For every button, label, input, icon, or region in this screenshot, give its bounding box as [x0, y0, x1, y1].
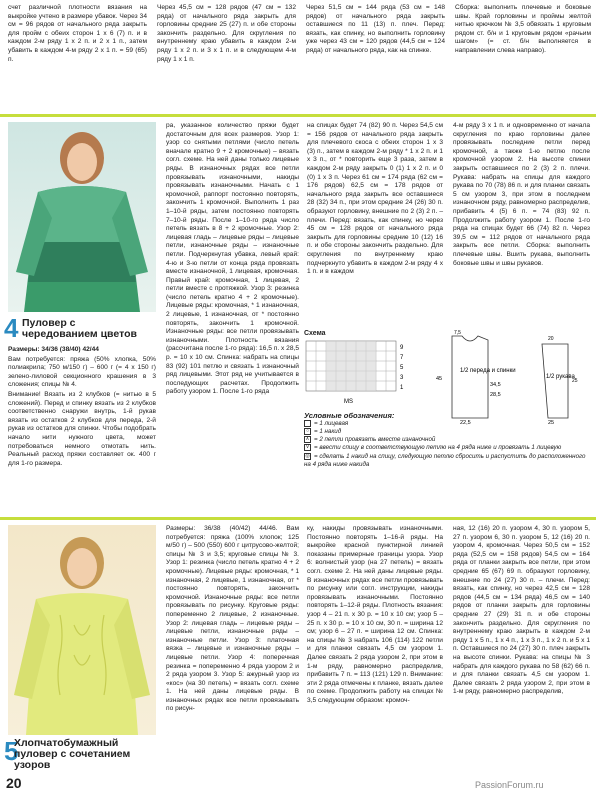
item4-materials: Размеры: 34/36 (38/40) 42/44 Вам потребуется: пряжа (50% хлопка, 50% полиакрила; 750 м/150 г) – 600 г (= 4 х 150 г) зелено-лиловой секционного крашения в 3 сложения; спицы № 4. Внимание! Вязать из 2 клубков (= нитью в 5 сложений). Перед и спинку вязать из 2 клубков соответственно снаружи внутрь, 1-й рукав вязать из остатков 2 клубков для переда, 2-й рукав из остатков для спинки. Чтобы подобрать начало нити нужного цвета, может потребоваться немного отмотать нить. Реальный расход пряжи составляет ок. 400 г для 1-го размера.: [8, 346, 156, 467]
item4-text-col-3: на спицах будет 74 (82) 90 п. Через 54,5 см = 156 рядов от начального ряда закрыть для плечевого скоса с обеих сторон 1 х 3 (3) п., затем в каждом 2-м ряду * 1 х 2 п. и 1 х 3 п., от * повторить еще 3 раза, затем в каждом 2-м ряду закрыть 0 (1) 1 х 2 п. и 0 (0) 1 х 3 п. Через 61 см = 174 ряда (62 см = 176 рядов) 62,5 см = 178 рядов от начального ряда закрыть все оставшиеся 28 (32) 34 п., при этом средние 24 (26) 30 п. образуют горловину, внешние по 2 (3) 2 п. – плечи. Перед: вязать, как спинку, но через 45 см = 128 рядов от начального ряда закрыть для горловины средние 10 (12) 16 п. и обе стороны закончить раздельно. Для скругления по внутреннему краю подчеркнуто убавить в каждом 2-м ряду 4 х 1 п. и в каждом: [307, 122, 443, 276]
scheme-ms: MS: [344, 399, 353, 405]
top-text-col-4: Сборка: выполнить плечевые и боковые швы. Край горловины и проймы желтой нитью крючком № 3,5 обвязать 1 круговым рядом ст. б/н и 1 круговым рядом «рачьим шагом» (= ст. б/н выполняется в направлении слева направо).: [455, 4, 591, 54]
legend-item-knit: = 1 лицевая: [304, 420, 590, 428]
sleeve-top-label: 20: [548, 336, 554, 342]
sweater-photo-5: [8, 525, 156, 735]
scheme-grid: [304, 337, 424, 411]
sleeve-length-label: 25: [572, 378, 578, 384]
yarn-over-icon: ○: [305, 428, 310, 435]
front-back-piece: [452, 336, 488, 418]
watermark: PassionForum.ru: [475, 780, 544, 790]
scheme-row-7: 7: [400, 355, 404, 361]
drop-stitch-icon: ◎: [305, 452, 310, 459]
sleeve-width-label: 25: [548, 420, 555, 426]
legend-item-drop-knit: V = ввести спицу в соответствующую петлю на 4 ряда ниже и провязать 1 лицевую: [305, 444, 562, 452]
item4-text-col-4: 4-м ряду 3 х 1 п. и одновременно от начала скругления по краю горловины далее провязывать последние петли перед кромочной, а также 1-ю петлю после кромочной узором 2. На высоте спинки закрыть оставшиеся по 2 (3) 2 п. плечи. Рукава: набрать на спицы для каждого рукава по 70 (78) 86 п. и для планки связать 5 см узором 3, при этом в последнем изнаночном ряду, равномерно распределив, прибавить 4 (5) 6 п. = 74 (83) 92 п. Продолжить работу узором 1. После 1-го ряда на спицах будет 66 (74) 82 п. Через 39,5 см = 112 рядов от начального ряда закрыть все петли. Сборка: выполнить плечевые швы. Вшить рукава, выполнить боковые швы и швы рукавов.: [453, 122, 590, 267]
pattern-diagram: [430, 330, 590, 426]
item5-text-col-4: ная, 12 (16) 20 п. узором 4, 30 п. узором 5, 27 п. узором 6, 30 п. узором 5, 12 (16) 20 п. узором 4, кромочная. Через 50,5 см = 152 ряда (52,5 см = 158 рядов) 54,5 см = 164 ряда от планки закрыть все петли, при этом средние 65 (67) 69 п. образуют горловину, внешние по 24 (27) 30 п. – плечи. Перед: вязать, как спинку, но через 42,5 см = 128 рядов (44,5 см = 134 ряда) 46,5 см = 140 рядов от планки закрыть для горловины средние 27 (29) 31 п. и обе стороны закончить раздельно. Для скругления по внутреннему краю закрыть в каждом 2-м ряду 1 х 5 п., 1 х 4 п., 1 х 3 п., 1 х 2 п. и 5 х 1 п. Оставшиеся по 24 (27) 30 п. плеч закрыть на высоте спинки. Рукава: на спицы № 3 набрать для каждого рукава по 58 (62) 66 п. и для планки связать 4,5 см узором 1. Далее связать 2 ряда узором 2, при этом в 1-м ряду, равномерно распределив,: [453, 525, 590, 696]
scheme-row-5: 5: [400, 365, 404, 371]
item-title-5: Хлопчатобумажный пуловер с сочетанием узоров: [14, 737, 131, 771]
knit-symbol-icon: [304, 420, 311, 427]
legend-item-drop-stitch: ◎ = сделать 1 накид на спицу, следующую петлю сбросить и распустить до расположенного на 4 ряда ниже накида: [304, 452, 586, 468]
scheme-title: Схема: [304, 330, 326, 337]
top-text-col-1: счет различной плотности вязания на выкройке учтено в размере убавок. Через 34 см = 96 рядов от начального ряда закрыть для пройм с обеих сторон 1 х 6 (7) п. и в каждом 2-м ряду 1 х 2 п. и 2 х 1 п., затем убавить в каждом 4-м ряду 2 х 1 п. = 59 (65) п.: [8, 4, 147, 63]
item-title-4: Пуловер с чередованием цветов: [22, 317, 137, 340]
top-text-col-2: Через 45,5 см = 128 рядов (47 см = 132 ряда) от начального ряда закрыть для горловины средние 25 (27) п. и обе стороны закончить раздельно. Для скругления по внутреннему краю убавить в каждом 2-м ряду 1 х 2 п. и 3 х 1 п. и в следующем 4-м ряду 1 х 1 п.: [157, 4, 296, 63]
item4-text-col-2: ра, указанное количество пряжи будет достаточным для всех размеров. Узор 1: узор со снятыми петлями (число петель вначале кратно 9 + 2 кромочные) – вязать согл. схеме. На ней даны только лицевые ряды. В изнаночных рядах все петли провязывать изнаночными, накиды провязывать изнаночными. Начать с 1 кромочной, раппорт постоянно повторять, закончить 1 кромочной. Выполнить 1 раз 1–10-й ряды, затем постоянно повторять 7–10-й ряды. После 1–10-го ряда число петель вязать в 8 + 2 кромочные. Узор 2: лицевая гладь – лицевые ряды – лицевые петли, изнаночные ряды – изнаночные петли. Подчеркнутая убавка, левый край: 4-ю и 3-ю петли от конца ряда провязать вместе изнаночной, 1 лицевая, кромочная. Правый край: кромочная, 1 лицевая, 2 петли вместе с протяжкой. Узор 3: резинка (число петель кратно 4 + 2 кромочные). Лицевые ряды: кромочная, * 1 изнаночная, 2 лицевые, 1 изнаночная, от * постоянно повторять, закончить 1 кромочной. Изнаночные ряды: все петли провязывать изнаночными. Плотность вязания (рассчитана после 1-го ряда): 16,5 п. х 28,5 р. = 10 х 10 см. Спинка: набрать на спицы 83 (92) 101 петлю и связать 1 изнаночный ряд лицевыми. Этот ряд не учитывается в последующих расчетах. Продолжить работу узором 1. После 1-го ряда: [166, 122, 299, 396]
legend-item-p2tog: ∧ = 2 петли провязать вместе изнаночной: [305, 436, 436, 444]
width-label: 22,5: [460, 420, 471, 426]
scheme-row-9: 9: [400, 345, 404, 351]
legend-item-yo: ○ = 1 накид: [305, 428, 342, 436]
height-label: 45: [436, 376, 443, 382]
scheme-row-1: 1: [400, 385, 404, 391]
top-text-col-3: Через 51,5 см = 144 ряда (53 см = 148 рядов) от начального ряда закрыть оставшиеся по 11 (13) п. плеч. Перед: вязать, как спинку, но выполнить горловину уже через 43 см = 120 рядов (44,5 см = 124 ряда) от начального ряда, как на спинке.: [306, 4, 445, 54]
side-label: 34,5: [490, 382, 501, 388]
legend-title: Условные обозначения:: [304, 411, 395, 420]
purl-two-together-icon: ∧: [305, 436, 310, 443]
scheme-row-3: 3: [400, 375, 404, 381]
item5-text-col-3: ку, накиды провязывать изнаночными. Постоянно повторять 1–16-й ряды. На выкройке красной пунктирной линией показаны примерные границы узора. Узор 6: волнистый узор (на 27 петель) = вязать согл. схеме 2. На ней даны лицевые ряды. В изнаночных рядах все петли провязывать по рисунку или согл. инструкции, накиды провязывать изнаночными. Постоянно повторять 1–12-й ряды. Плотность вязания: узор 4 – 21 п. х 30 р. = 10 х 10 см; узор 5 – 25 п. х 30 р. = 10 х 10 см, 30 п. = ширина 12 см; узор 6 – 27 п. = ширина 12 см. Спинка: на спицы № 3 набрать 106 (114) 122 петли и для планки связать 4,5 см узором 1. Далее связать 2 ряда узором 2, при этом в 1-м ряду, равномерно распределив, прибавить 7 п. = 113 (121) 129 п. Внимание: эти 2 ряда отмечены к планке, вязать далее по схеме. Продолжить работу на спицах № 3,5 следующим образом: кромоч-: [307, 525, 443, 704]
neck-label: 7,5: [454, 330, 461, 336]
sleeve-piece: [542, 344, 568, 418]
page-number: 20: [6, 775, 22, 791]
item-number-4: 4: [4, 313, 19, 343]
section-divider: [0, 114, 596, 117]
item5-text-col-2: Размеры: 36/38 (40/42) 44/46. Вам потребуется: пряжа (100% хлопок; 125 м/50 г) – 500 (550) 600 г цитрусово-желтой; спицы № 3 и 3,5; круговые спицы № 3. Узор 1: резинка (число петель кратно 4 + 2 кромочные). Лицевые ряды: кромочная, * 1 изнаночная, 2 лицевые, 1 изнаночная, от * постоянно повторять, закончить кромочной. Изнаночные ряды: все петли провязывать по рисунку. Круговые ряды: попеременно 2 лицевые, 2 изнаночные. Узор 2: лицевая гладь – лицевые ряды – лицевые петли, изнаночные ряды – изнаночные петли. Узор 3: платочная вязка – лицевые и изнаночные ряды – лицевые петли. Узор 4: поперечная резинка = попеременно 4 ряда узором 2 и 2 ряда узором 3. Узор 5: ажурный узор из «кос» (на 30 петель) = вязать согл. схеме 1. На ней даны лицевые ряды. В изнаночных рядах все петли провязывать по рисун-: [166, 525, 299, 713]
sweater-photo-4: [8, 122, 156, 312]
item-number-5: 5: [4, 736, 19, 766]
front-back-label: 1/2 переда и спинки: [460, 368, 516, 374]
sleeve-label: 1/2 рукава: [546, 374, 575, 380]
side-label-2: 28,5: [490, 392, 501, 398]
stitch-scheme: [304, 330, 424, 410]
knit-below-icon: V: [305, 444, 310, 451]
section-divider-2: [0, 517, 596, 520]
